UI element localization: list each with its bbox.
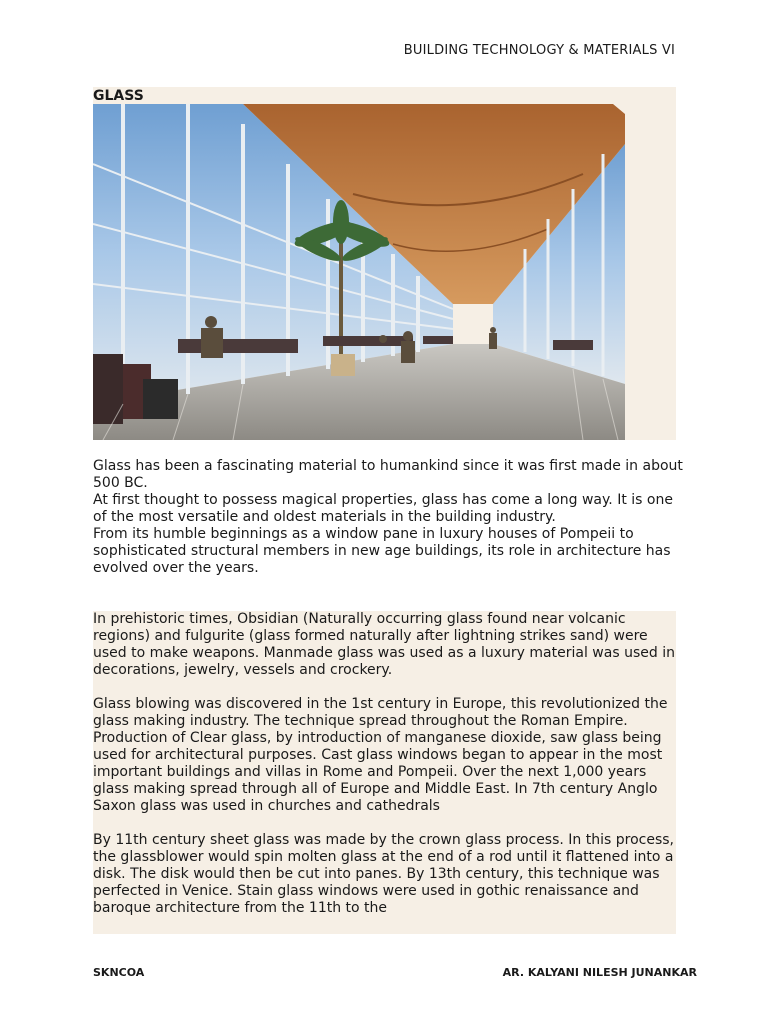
history-section xyxy=(93,611,676,934)
intro-text xyxy=(93,458,683,577)
body-paragraph: In prehistoric times, Obsidian (Naturally occurring glass found near volcanic regions) and fulgurite (glass formed naturally after lightning strikes sand) were used to make weapons. Manmade glass was used as a luxury material was used in decorations, jewelry, vessels and crockery. xyxy=(93,611,675,678)
footer-author: AR. KALYANI NILESH JUNANKAR xyxy=(502,966,697,979)
body-paragraph: By 11th century sheet glass was made by the crown glass process. In this process, the glassblower would spin molten glass at the end of a rod until it flattened into a disk. The disk would then be cut into panes. By 13th century, this technique was perfected in Venice. Stain glass windows were used in gothic renaissance and baroque architecture from the 11th to the xyxy=(93,832,674,916)
airport-terminal-photo xyxy=(93,104,625,440)
body-paragraph: Glass blowing was discovered in the 1st century in Europe, this revolutionized the glass making industry. The technique spread throughout the Roman Empire. Production of Clear glass, by introduction of manganese dioxide, saw glass being used for architectural purposes. Cast glass windows began to appear in the most important buildings and villas in Rome and Pompeii. Over the next 1,000 years glass making spread through all of Europe and Middle East. In 7th century Anglo Saxon glass was used in churches and cathedrals xyxy=(93,696,668,814)
footer-institution: SKNCOA xyxy=(93,966,145,979)
intro-paragraph: At first thought to possess magical properties, glass has come a long way. It is one of the most versatile and oldest materials in the building industry. xyxy=(93,492,673,525)
intro-paragraph: Glass has been a fascinating material to humankind since it was first made in about 500 BC. xyxy=(93,458,683,491)
intro-paragraph: From its humble beginnings as a window pane in luxury houses of Pompeii to sophisticated structural members in new age buildings, its role in architecture has evolved over the years. xyxy=(93,526,671,576)
section-title: GLASS xyxy=(93,88,144,104)
page-header: BUILDING TECHNOLOGY & MATERIALS VI xyxy=(403,43,675,58)
